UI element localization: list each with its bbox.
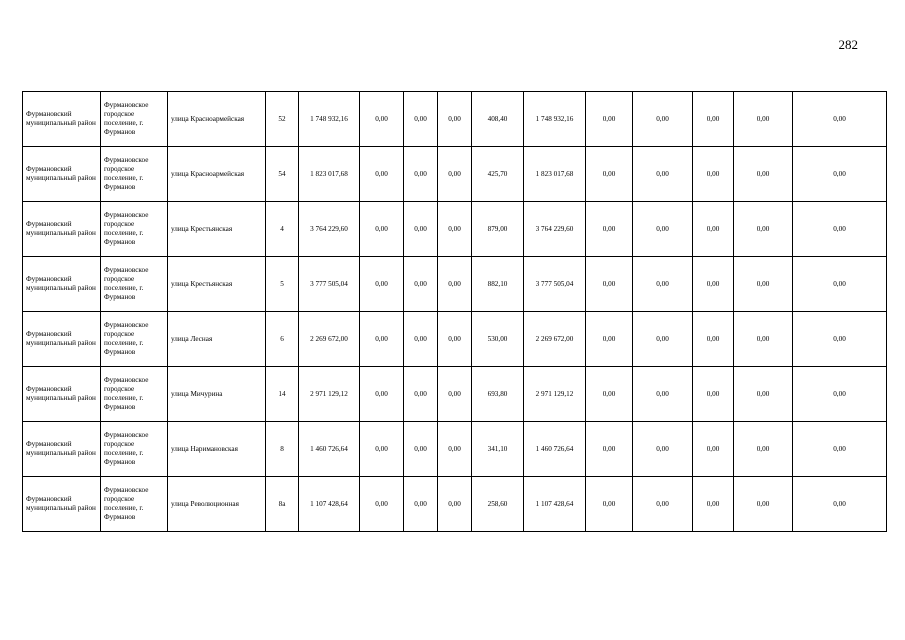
cell-total-cost: 2 269 672,00 bbox=[299, 312, 360, 367]
cell-house-number: 8а bbox=[266, 477, 299, 532]
cell-street: улица Красноармейская bbox=[168, 147, 266, 202]
cell-value: 0,00 bbox=[734, 367, 793, 422]
cell-total-cost: 3 764 229,60 bbox=[299, 202, 360, 257]
cell-value: 0,00 bbox=[693, 422, 734, 477]
cell-house-number: 52 bbox=[266, 92, 299, 147]
cell-total-cost: 1 823 017,68 bbox=[299, 147, 360, 202]
cell-house-number: 54 bbox=[266, 147, 299, 202]
cell-value: 0,00 bbox=[360, 422, 404, 477]
cell-value: 0,00 bbox=[360, 312, 404, 367]
cell-street: улица Мичурина bbox=[168, 367, 266, 422]
cell-total-cost: 2 971 129,12 bbox=[299, 367, 360, 422]
cell-value: 0,00 bbox=[438, 477, 472, 532]
table-row bbox=[23, 92, 887, 147]
cell-value: 0,00 bbox=[793, 422, 887, 477]
cell-value: 0,00 bbox=[438, 257, 472, 312]
cell-value: 0,00 bbox=[793, 257, 887, 312]
cell-value: 0,00 bbox=[438, 202, 472, 257]
cell-house-number: 4 bbox=[266, 202, 299, 257]
cell-value: 0,00 bbox=[404, 367, 438, 422]
cell-value: 0,00 bbox=[693, 202, 734, 257]
cell-cost-sum: 2 269 672,00 bbox=[524, 312, 586, 367]
table-row bbox=[23, 312, 887, 367]
cell-value: 0,00 bbox=[693, 312, 734, 367]
cell-street: улица Красноармейская bbox=[168, 92, 266, 147]
cell-cost-sum: 1 748 932,16 bbox=[524, 92, 586, 147]
cell-value: 0,00 bbox=[586, 92, 633, 147]
cell-value: 0,00 bbox=[734, 202, 793, 257]
cell-cost-sum: 1 823 017,68 bbox=[524, 147, 586, 202]
cell-value: 0,00 bbox=[360, 477, 404, 532]
cell-street: улица Революционная bbox=[168, 477, 266, 532]
page-number: 282 bbox=[838, 37, 858, 52]
cell-area: 425,70 bbox=[472, 147, 524, 202]
cell-house-number: 8 bbox=[266, 422, 299, 477]
cell-value: 0,00 bbox=[360, 147, 404, 202]
cell-value: 0,00 bbox=[586, 477, 633, 532]
cell-settlement: Фурмановское городское поселение, г. Фурманов bbox=[101, 477, 168, 532]
cell-area: 530,00 bbox=[472, 312, 524, 367]
cell-value: 0,00 bbox=[693, 92, 734, 147]
cell-value: 0,00 bbox=[586, 367, 633, 422]
cell-settlement: Фурмановское городское поселение, г. Фурманов bbox=[101, 92, 168, 147]
cell-value: 0,00 bbox=[633, 202, 693, 257]
cell-value: 0,00 bbox=[404, 422, 438, 477]
cell-settlement: Фурмановское городское поселение, г. Фурманов bbox=[101, 422, 168, 477]
cell-value: 0,00 bbox=[633, 422, 693, 477]
cell-value: 0,00 bbox=[793, 477, 887, 532]
cell-area: 693,80 bbox=[472, 367, 524, 422]
cell-area: 341,10 bbox=[472, 422, 524, 477]
cell-district: Фурмановский муниципальный район bbox=[23, 477, 101, 532]
cell-value: 0,00 bbox=[438, 147, 472, 202]
cell-value: 0,00 bbox=[633, 477, 693, 532]
cell-cost-sum: 2 971 129,12 bbox=[524, 367, 586, 422]
cell-value: 0,00 bbox=[404, 147, 438, 202]
cell-area: 408,40 bbox=[472, 92, 524, 147]
cell-value: 0,00 bbox=[360, 367, 404, 422]
cell-house-number: 6 bbox=[266, 312, 299, 367]
cell-district: Фурмановский муниципальный район bbox=[23, 312, 101, 367]
cell-house-number: 14 bbox=[266, 367, 299, 422]
cell-value: 0,00 bbox=[438, 92, 472, 147]
cell-district: Фурмановский муниципальный район bbox=[23, 257, 101, 312]
table-row bbox=[23, 257, 887, 312]
cell-area: 882,10 bbox=[472, 257, 524, 312]
cell-cost-sum: 1 107 428,64 bbox=[524, 477, 586, 532]
cell-cost-sum: 3 764 229,60 bbox=[524, 202, 586, 257]
table-row bbox=[23, 422, 887, 477]
cell-value: 0,00 bbox=[734, 422, 793, 477]
cell-total-cost: 1 460 726,64 bbox=[299, 422, 360, 477]
cell-value: 0,00 bbox=[693, 257, 734, 312]
cell-settlement: Фурмановское городское поселение, г. Фурманов bbox=[101, 257, 168, 312]
cell-value: 0,00 bbox=[734, 92, 793, 147]
cell-district: Фурмановский муниципальный район bbox=[23, 92, 101, 147]
cell-value: 0,00 bbox=[404, 257, 438, 312]
cell-value: 0,00 bbox=[793, 202, 887, 257]
cell-value: 0,00 bbox=[693, 367, 734, 422]
cell-house-number: 5 bbox=[266, 257, 299, 312]
table-row bbox=[23, 477, 887, 532]
cell-value: 0,00 bbox=[586, 147, 633, 202]
cell-street: улица Крестьянская bbox=[168, 202, 266, 257]
cell-value: 0,00 bbox=[793, 367, 887, 422]
cell-cost-sum: 3 777 505,04 bbox=[524, 257, 586, 312]
cell-value: 0,00 bbox=[586, 257, 633, 312]
cell-settlement: Фурмановское городское поселение, г. Фурманов bbox=[101, 367, 168, 422]
cell-value: 0,00 bbox=[693, 477, 734, 532]
cell-settlement: Фурмановское городское поселение, г. Фурманов bbox=[101, 312, 168, 367]
cell-value: 0,00 bbox=[438, 312, 472, 367]
cell-total-cost: 1 107 428,64 bbox=[299, 477, 360, 532]
cell-total-cost: 1 748 932,16 bbox=[299, 92, 360, 147]
cell-value: 0,00 bbox=[734, 147, 793, 202]
cell-value: 0,00 bbox=[404, 92, 438, 147]
cell-value: 0,00 bbox=[438, 367, 472, 422]
cell-value: 0,00 bbox=[633, 92, 693, 147]
cell-value: 0,00 bbox=[438, 422, 472, 477]
cell-street: улица Нариманoвская bbox=[168, 422, 266, 477]
cell-district: Фурмановский муниципальный район bbox=[23, 202, 101, 257]
cell-value: 0,00 bbox=[404, 202, 438, 257]
table-row bbox=[23, 147, 887, 202]
cell-value: 0,00 bbox=[586, 202, 633, 257]
cell-street: улица Лесная bbox=[168, 312, 266, 367]
table-row bbox=[23, 367, 887, 422]
cell-value: 0,00 bbox=[404, 312, 438, 367]
cell-value: 0,00 bbox=[734, 257, 793, 312]
cell-value: 0,00 bbox=[633, 367, 693, 422]
cell-value: 0,00 bbox=[793, 92, 887, 147]
cell-value: 0,00 bbox=[734, 477, 793, 532]
cell-street: улица Крестьянская bbox=[168, 257, 266, 312]
cell-area: 879,00 bbox=[472, 202, 524, 257]
cell-settlement: Фурмановское городское поселение, г. Фурманов bbox=[101, 147, 168, 202]
cell-settlement: Фурмановское городское поселение, г. Фурманов bbox=[101, 202, 168, 257]
table-row bbox=[23, 202, 887, 257]
cell-value: 0,00 bbox=[693, 147, 734, 202]
cell-value: 0,00 bbox=[360, 202, 404, 257]
cell-value: 0,00 bbox=[633, 147, 693, 202]
housing-program-table bbox=[22, 91, 887, 532]
cell-value: 0,00 bbox=[404, 477, 438, 532]
cell-value: 0,00 bbox=[793, 147, 887, 202]
cell-cost-sum: 1 460 726,64 bbox=[524, 422, 586, 477]
cell-value: 0,00 bbox=[633, 312, 693, 367]
cell-value: 0,00 bbox=[360, 92, 404, 147]
cell-district: Фурмановский муниципальный район bbox=[23, 367, 101, 422]
cell-value: 0,00 bbox=[734, 312, 793, 367]
cell-value: 0,00 bbox=[633, 257, 693, 312]
cell-value: 0,00 bbox=[586, 312, 633, 367]
cell-value: 0,00 bbox=[586, 422, 633, 477]
cell-area: 258,60 bbox=[472, 477, 524, 532]
cell-value: 0,00 bbox=[360, 257, 404, 312]
cell-district: Фурмановский муниципальный район bbox=[23, 147, 101, 202]
cell-district: Фурмановский муниципальный район bbox=[23, 422, 101, 477]
cell-total-cost: 3 777 505,04 bbox=[299, 257, 360, 312]
cell-value: 0,00 bbox=[793, 312, 887, 367]
